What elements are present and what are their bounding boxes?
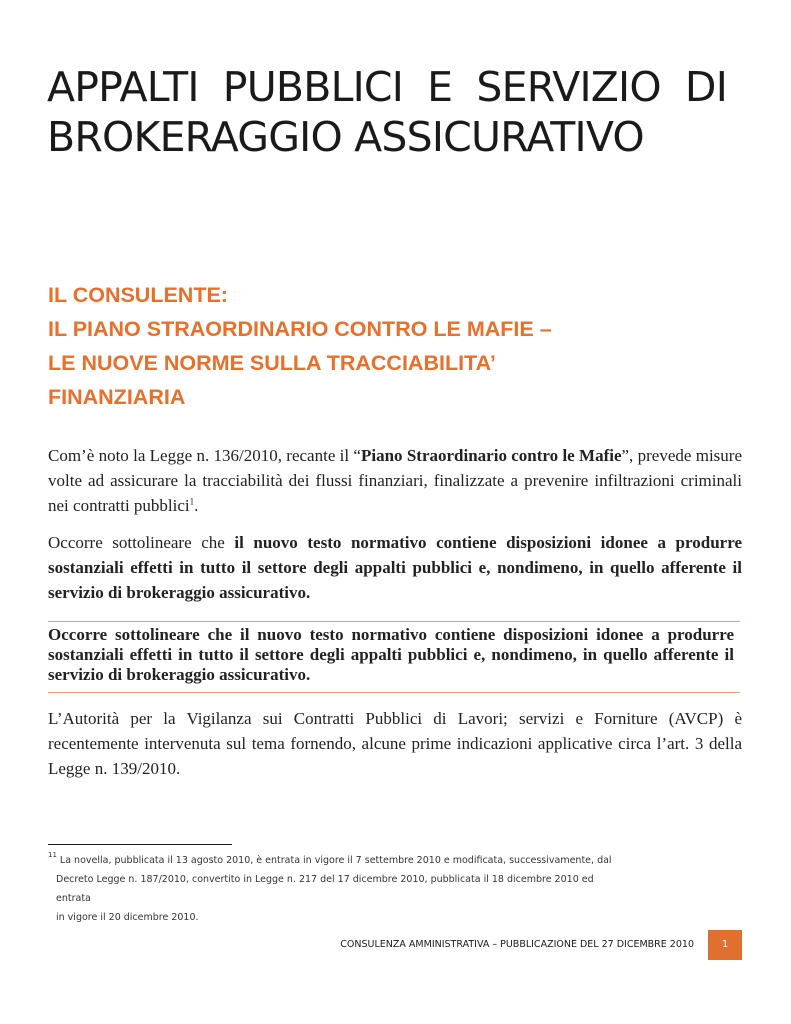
page-footer	[300, 930, 742, 960]
section-heading	[48, 278, 738, 414]
footnote	[48, 851, 628, 927]
section-heading-line-3: LE NUOVE NORME SULLA TRACCIABILITA’	[48, 351, 496, 375]
footnote-reference[interactable]: 1	[189, 496, 195, 507]
footnote-text-1: La novella, pubblicata il 13 agosto 2010, è entrata in vigore il 7 settembre 2010 e modificata, successivamente, dal	[59, 855, 612, 866]
emphasis-bold: il nuovo testo normativo contiene disposizioni idonee a produrre sostanziali effetti in tutto il settore degli appalti pubblici e, nondimeno, in quello afferente il servizio di brokeraggio assicurativo.	[48, 533, 742, 602]
pull-quote: Occorre sottolineare che il nuovo testo normativo contiene disposizioni idonee a produrre sostanziali effetti in tutto il settore degli appalti pubblici e, nondimeno, in quello afferente il servizio di brokeraggio assicurativo.	[48, 625, 734, 684]
footer-publication-label: CONSULENZA AMMINISTRATIVA – PUBBLICAZIONE DEL 27 DICEMBRE 2010	[340, 939, 694, 950]
plan-name: Piano Straordinario contro le Mafie	[360, 446, 622, 465]
emphasis-lead: Occorre sottolineare che	[48, 533, 235, 552]
intro-paragraph	[48, 443, 742, 518]
section-heading-line-1: IL CONSULENTE:	[48, 283, 228, 307]
footnote-line-3: in vigore il 20 dicembre 2010.	[56, 912, 199, 923]
page-title	[47, 62, 727, 162]
intro-lead: Com’è noto la Legge n. 136/2010, recante il “	[48, 446, 361, 465]
title-line-2: BROKERAGGIO ASSICURATIVO	[47, 113, 644, 161]
section-heading-line-2: IL PIANO STRAORDINARIO CONTRO LE MAFIE –	[48, 317, 552, 341]
intro-rest: ”, prevede misure volte ad assicurare la tracciabilità dei flussi finanziari, finalizzate a prevenire infiltrazioni criminali nei contratti pubblici	[48, 446, 742, 515]
intro-end: .	[194, 496, 199, 515]
callout-top-divider	[48, 621, 740, 622]
callout-bottom-divider	[48, 692, 740, 693]
emphasis-paragraph	[48, 530, 742, 605]
footnote-number: 11	[48, 851, 57, 859]
section-heading-line-4: FINANZIARIA	[48, 385, 186, 409]
title-line-1: APPALTI PUBBLICI E SERVIZIO DI	[47, 63, 727, 111]
footnote-line-2: Decreto Legge n. 187/2010, convertito in Legge n. 217 del 17 dicembre 2010, pubblicata il 18 dicembre 2010 ed entrata	[56, 874, 594, 904]
footnote-line-1	[48, 851, 628, 870]
footnote-separator	[48, 844, 232, 845]
avcp-paragraph: L’Autorità per la Vigilanza sui Contratti Pubblici di Lavori; servizi e Forniture (AVCP) è recentemente intervenuta sul tema fornendo, alcune prime indicazioni applicative circa l’art. 3 della Legge n. 139/2010.	[48, 709, 742, 778]
page-number-badge: 1	[708, 930, 742, 960]
